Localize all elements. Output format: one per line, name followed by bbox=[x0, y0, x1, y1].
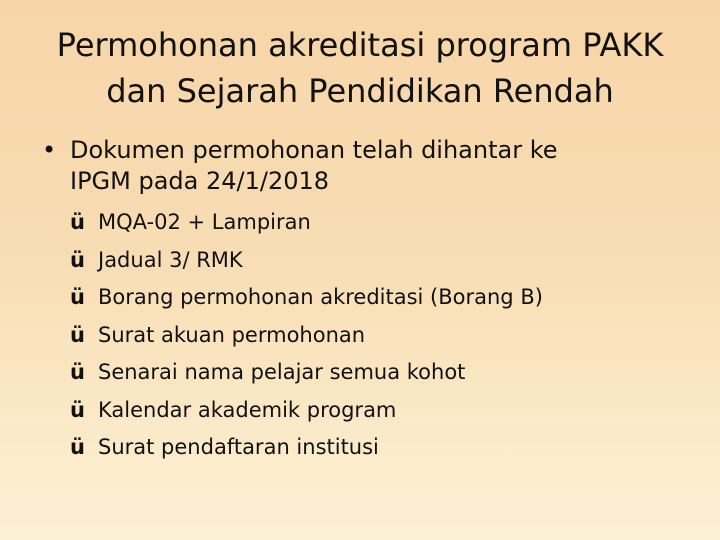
checkmark-icon: ü bbox=[70, 322, 85, 347]
checklist-item bbox=[70, 354, 690, 392]
checklist-item bbox=[70, 392, 690, 430]
main-bullet bbox=[42, 135, 692, 197]
checklist-item-label: Jadual 3/ RMK bbox=[98, 247, 243, 272]
checklist-item bbox=[70, 242, 690, 280]
checklist-item-label: Kalendar akademik program bbox=[98, 397, 397, 422]
main-bullet-text bbox=[42, 135, 692, 197]
main-bullet-line-2: IPGM pada 24/1/2018 bbox=[70, 167, 330, 195]
checkmark-icon: ü bbox=[70, 435, 85, 459]
checklist-item bbox=[70, 279, 690, 317]
checklist-item bbox=[70, 429, 690, 467]
main-bullet-line-1: Dokumen permohonan telah dihantar ke bbox=[70, 136, 558, 164]
checklist-item-label: Surat akuan permohonan bbox=[98, 322, 366, 347]
checklist-item bbox=[70, 204, 690, 242]
bullet-icon: • bbox=[42, 136, 57, 164]
checklist-item-label: Borang permohonan akreditasi (Borang B) bbox=[98, 285, 543, 309]
checklist-item-label: Surat pendaftaran institusi bbox=[98, 435, 379, 459]
checkmark-icon: ü bbox=[70, 210, 85, 234]
slide-title-line-2: dan Sejarah Pendidikan Rendah bbox=[106, 72, 614, 110]
checklist-item bbox=[70, 317, 690, 355]
checkmark-icon: ü bbox=[70, 360, 85, 384]
document-checklist bbox=[70, 204, 690, 467]
slide-title bbox=[20, 22, 700, 114]
checkmark-icon: ü bbox=[70, 247, 85, 272]
checklist-item-label: MQA-02 + Lampiran bbox=[98, 210, 311, 234]
checkmark-icon: ü bbox=[70, 285, 85, 309]
checkmark-icon: ü bbox=[70, 397, 85, 422]
slide-title-line-1: Permohonan akreditasi program PAKK bbox=[56, 26, 664, 64]
checklist-item-label: Senarai nama pelajar semua kohot bbox=[98, 360, 466, 384]
